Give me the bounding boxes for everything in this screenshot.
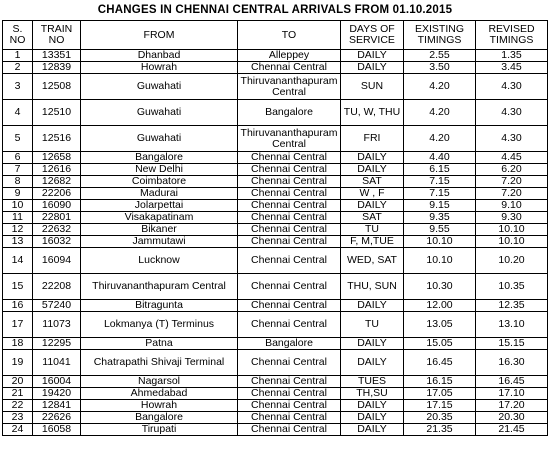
cell-days-of-service: DAILY: [341, 50, 404, 62]
cell-existing-timing: 21.35: [404, 424, 476, 436]
cell-days-of-service: DAILY: [341, 350, 404, 376]
cell-train-no: 13351: [33, 50, 81, 62]
header-days-of-service: DAYS OF SERVICE: [341, 21, 404, 50]
cell-sno: 23: [3, 412, 33, 424]
cell-revised-timing: 16.30: [476, 350, 548, 376]
cell-train-no: 16004: [33, 376, 81, 388]
cell-days-of-service: TH,SU: [341, 388, 404, 400]
cell-existing-timing: 16.45: [404, 350, 476, 376]
cell-to: Chennai Central: [238, 224, 341, 236]
cell-to: Thiruvananthapuram Central: [238, 126, 341, 152]
cell-to: Bangalore: [238, 100, 341, 126]
cell-sno: 16: [3, 300, 33, 312]
cell-days-of-service: DAILY: [341, 164, 404, 176]
cell-train-no: 12295: [33, 338, 81, 350]
table-row: [3, 188, 548, 200]
cell-from: Jammutawi: [81, 236, 238, 248]
cell-from: Bitragunta: [81, 300, 238, 312]
table-row: [3, 224, 548, 236]
arrivals-table: [2, 20, 548, 436]
cell-revised-timing: 9.10: [476, 200, 548, 212]
table-row: [3, 312, 548, 338]
cell-existing-timing: 13.05: [404, 312, 476, 338]
cell-existing-timing: 4.20: [404, 74, 476, 100]
table-row: [3, 50, 548, 62]
table-row: [3, 300, 548, 312]
table-row: [3, 412, 548, 424]
cell-from: Patna: [81, 338, 238, 350]
cell-from: Coimbatore: [81, 176, 238, 188]
cell-from: Lokmanya (T) Terminus: [81, 312, 238, 338]
cell-revised-timing: 1.35: [476, 50, 548, 62]
cell-train-no: 22801: [33, 212, 81, 224]
cell-revised-timing: 10.20: [476, 248, 548, 274]
cell-revised-timing: 12.35: [476, 300, 548, 312]
cell-sno: 8: [3, 176, 33, 188]
cell-days-of-service: FRI: [341, 126, 404, 152]
table-row: [3, 236, 548, 248]
cell-existing-timing: 15.05: [404, 338, 476, 350]
cell-revised-timing: 7.20: [476, 188, 548, 200]
cell-train-no: 12658: [33, 152, 81, 164]
cell-revised-timing: 10.10: [476, 236, 548, 248]
cell-revised-timing: 10.10: [476, 224, 548, 236]
cell-from: Thiruvananthapuram Central: [81, 274, 238, 300]
table-row: [3, 388, 548, 400]
cell-sno: 9: [3, 188, 33, 200]
cell-existing-timing: 12.00: [404, 300, 476, 312]
header-revised-timings: REVISED TIMINGS: [476, 21, 548, 50]
cell-to: Chennai Central: [238, 248, 341, 274]
cell-from: Bangalore: [81, 152, 238, 164]
cell-revised-timing: 6.20: [476, 164, 548, 176]
header-sno: S. NO: [3, 21, 33, 50]
cell-sno: 11: [3, 212, 33, 224]
cell-revised-timing: 4.30: [476, 74, 548, 100]
cell-to: Chennai Central: [238, 164, 341, 176]
table-row: [3, 164, 548, 176]
cell-sno: 10: [3, 200, 33, 212]
cell-days-of-service: DAILY: [341, 338, 404, 350]
cell-sno: 24: [3, 424, 33, 436]
cell-sno: 20: [3, 376, 33, 388]
cell-sno: 6: [3, 152, 33, 164]
cell-days-of-service: TU: [341, 224, 404, 236]
cell-days-of-service: DAILY: [341, 152, 404, 164]
cell-existing-timing: 10.30: [404, 274, 476, 300]
cell-existing-timing: 7.15: [404, 176, 476, 188]
cell-train-no: 22632: [33, 224, 81, 236]
cell-revised-timing: 4.45: [476, 152, 548, 164]
cell-sno: 19: [3, 350, 33, 376]
cell-from: Lucknow: [81, 248, 238, 274]
cell-days-of-service: W , F: [341, 188, 404, 200]
cell-from: Guwahati: [81, 126, 238, 152]
cell-train-no: 16032: [33, 236, 81, 248]
table-row: [3, 74, 548, 100]
table-row: [3, 100, 548, 126]
cell-train-no: 12616: [33, 164, 81, 176]
cell-train-no: 12841: [33, 400, 81, 412]
cell-to: Chennai Central: [238, 200, 341, 212]
cell-train-no: 16090: [33, 200, 81, 212]
header-existing-timings: EXISTING TIMINGS: [404, 21, 476, 50]
header-from: FROM: [81, 21, 238, 50]
cell-revised-timing: 4.30: [476, 100, 548, 126]
cell-existing-timing: 16.15: [404, 376, 476, 388]
cell-existing-timing: 10.10: [404, 248, 476, 274]
cell-existing-timing: 9.55: [404, 224, 476, 236]
cell-days-of-service: DAILY: [341, 424, 404, 436]
table-row: [3, 248, 548, 274]
table-row: [3, 350, 548, 376]
cell-from: Bangalore: [81, 412, 238, 424]
cell-sno: 13: [3, 236, 33, 248]
cell-to: Chennai Central: [238, 212, 341, 224]
cell-existing-timing: 7.15: [404, 188, 476, 200]
cell-train-no: 57240: [33, 300, 81, 312]
cell-existing-timing: 10.10: [404, 236, 476, 248]
cell-train-no: 11041: [33, 350, 81, 376]
cell-revised-timing: 15.15: [476, 338, 548, 350]
cell-from: Guwahati: [81, 100, 238, 126]
cell-from: Tirupati: [81, 424, 238, 436]
cell-existing-timing: 4.20: [404, 100, 476, 126]
cell-revised-timing: 17.20: [476, 400, 548, 412]
cell-days-of-service: DAILY: [341, 412, 404, 424]
cell-existing-timing: 17.05: [404, 388, 476, 400]
table-row: [3, 200, 548, 212]
cell-sno: 12: [3, 224, 33, 236]
cell-sno: 22: [3, 400, 33, 412]
cell-sno: 21: [3, 388, 33, 400]
cell-to: Chennai Central: [238, 188, 341, 200]
cell-days-of-service: TU, W, THU: [341, 100, 404, 126]
cell-from: Dhanbad: [81, 50, 238, 62]
table-row: [3, 212, 548, 224]
cell-days-of-service: F, M,TUE: [341, 236, 404, 248]
cell-existing-timing: 9.35: [404, 212, 476, 224]
table-row: [3, 62, 548, 74]
table-row: [3, 400, 548, 412]
cell-to: Chennai Central: [238, 424, 341, 436]
cell-sno: 18: [3, 338, 33, 350]
cell-from: New Delhi: [81, 164, 238, 176]
cell-to: Chennai Central: [238, 62, 341, 74]
cell-from: Howrah: [81, 62, 238, 74]
cell-existing-timing: 3.50: [404, 62, 476, 74]
cell-days-of-service: THU, SUN: [341, 274, 404, 300]
cell-existing-timing: 6.15: [404, 164, 476, 176]
cell-revised-timing: 10.35: [476, 274, 548, 300]
table-row: [3, 152, 548, 164]
cell-train-no: 16094: [33, 248, 81, 274]
cell-sno: 3: [3, 74, 33, 100]
cell-train-no: 12510: [33, 100, 81, 126]
cell-days-of-service: WED, SAT: [341, 248, 404, 274]
cell-from: Ahmedabad: [81, 388, 238, 400]
cell-days-of-service: SAT: [341, 176, 404, 188]
cell-days-of-service: TUES: [341, 376, 404, 388]
cell-sno: 4: [3, 100, 33, 126]
cell-train-no: 12839: [33, 62, 81, 74]
table-row: [3, 176, 548, 188]
header-train-no: TRAIN NO: [33, 21, 81, 50]
cell-sno: 14: [3, 248, 33, 274]
cell-to: Chennai Central: [238, 412, 341, 424]
cell-train-no: 22206: [33, 188, 81, 200]
cell-existing-timing: 9.15: [404, 200, 476, 212]
cell-revised-timing: 7.20: [476, 176, 548, 188]
document-title: CHANGES IN CHENNAI CENTRAL ARRIVALS FROM 01.10.2015: [97, 4, 453, 16]
cell-to: Chennai Central: [238, 350, 341, 376]
cell-from: Guwahati: [81, 74, 238, 100]
cell-to: Chennai Central: [238, 236, 341, 248]
cell-existing-timing: 4.20: [404, 126, 476, 152]
cell-train-no: 16058: [33, 424, 81, 436]
cell-train-no: 12516: [33, 126, 81, 152]
cell-days-of-service: SUN: [341, 74, 404, 100]
cell-existing-timing: 20.35: [404, 412, 476, 424]
cell-sno: 1: [3, 50, 33, 62]
cell-train-no: 22208: [33, 274, 81, 300]
table-row: [3, 126, 548, 152]
cell-days-of-service: DAILY: [341, 200, 404, 212]
cell-from: Howrah: [81, 400, 238, 412]
cell-to: Alleppey: [238, 50, 341, 62]
cell-revised-timing: 4.30: [476, 126, 548, 152]
cell-sno: 5: [3, 126, 33, 152]
cell-revised-timing: 17.10: [476, 388, 548, 400]
cell-sno: 7: [3, 164, 33, 176]
cell-to: Chennai Central: [238, 300, 341, 312]
cell-train-no: 12508: [33, 74, 81, 100]
cell-days-of-service: SAT: [341, 212, 404, 224]
cell-from: Madurai: [81, 188, 238, 200]
cell-days-of-service: DAILY: [341, 400, 404, 412]
cell-from: Visakapatinam: [81, 212, 238, 224]
cell-train-no: 22626: [33, 412, 81, 424]
cell-revised-timing: 9.30: [476, 212, 548, 224]
cell-to: Chennai Central: [238, 274, 341, 300]
cell-from: Nagarsol: [81, 376, 238, 388]
cell-sno: 2: [3, 62, 33, 74]
cell-train-no: 19420: [33, 388, 81, 400]
cell-to: Chennai Central: [238, 312, 341, 338]
table-row: [3, 376, 548, 388]
cell-to: Bangalore: [238, 338, 341, 350]
cell-to: Chennai Central: [238, 388, 341, 400]
header-to: TO: [238, 21, 341, 50]
cell-days-of-service: DAILY: [341, 300, 404, 312]
cell-sno: 15: [3, 274, 33, 300]
cell-revised-timing: 21.45: [476, 424, 548, 436]
cell-existing-timing: 2.55: [404, 50, 476, 62]
table-row: [3, 424, 548, 436]
cell-to: Chennai Central: [238, 376, 341, 388]
cell-existing-timing: 4.40: [404, 152, 476, 164]
cell-to: Chennai Central: [238, 152, 341, 164]
cell-sno: 17: [3, 312, 33, 338]
cell-to: Chennai Central: [238, 176, 341, 188]
cell-revised-timing: 20.30: [476, 412, 548, 424]
cell-days-of-service: TU: [341, 312, 404, 338]
cell-revised-timing: 16.45: [476, 376, 548, 388]
cell-train-no: 11073: [33, 312, 81, 338]
table-header-row: [3, 21, 548, 50]
cell-revised-timing: 13.10: [476, 312, 548, 338]
cell-revised-timing: 3.45: [476, 62, 548, 74]
cell-to: Thiruvananthapuram Central: [238, 74, 341, 100]
cell-existing-timing: 17.15: [404, 400, 476, 412]
cell-from: Chatrapathi Shivaji Terminal: [81, 350, 238, 376]
table-row: [3, 274, 548, 300]
cell-from: Jolarpettai: [81, 200, 238, 212]
cell-train-no: 12682: [33, 176, 81, 188]
cell-to: Chennai Central: [238, 400, 341, 412]
cell-from: Bikaner: [81, 224, 238, 236]
cell-days-of-service: DAILY: [341, 62, 404, 74]
table-row: [3, 338, 548, 350]
